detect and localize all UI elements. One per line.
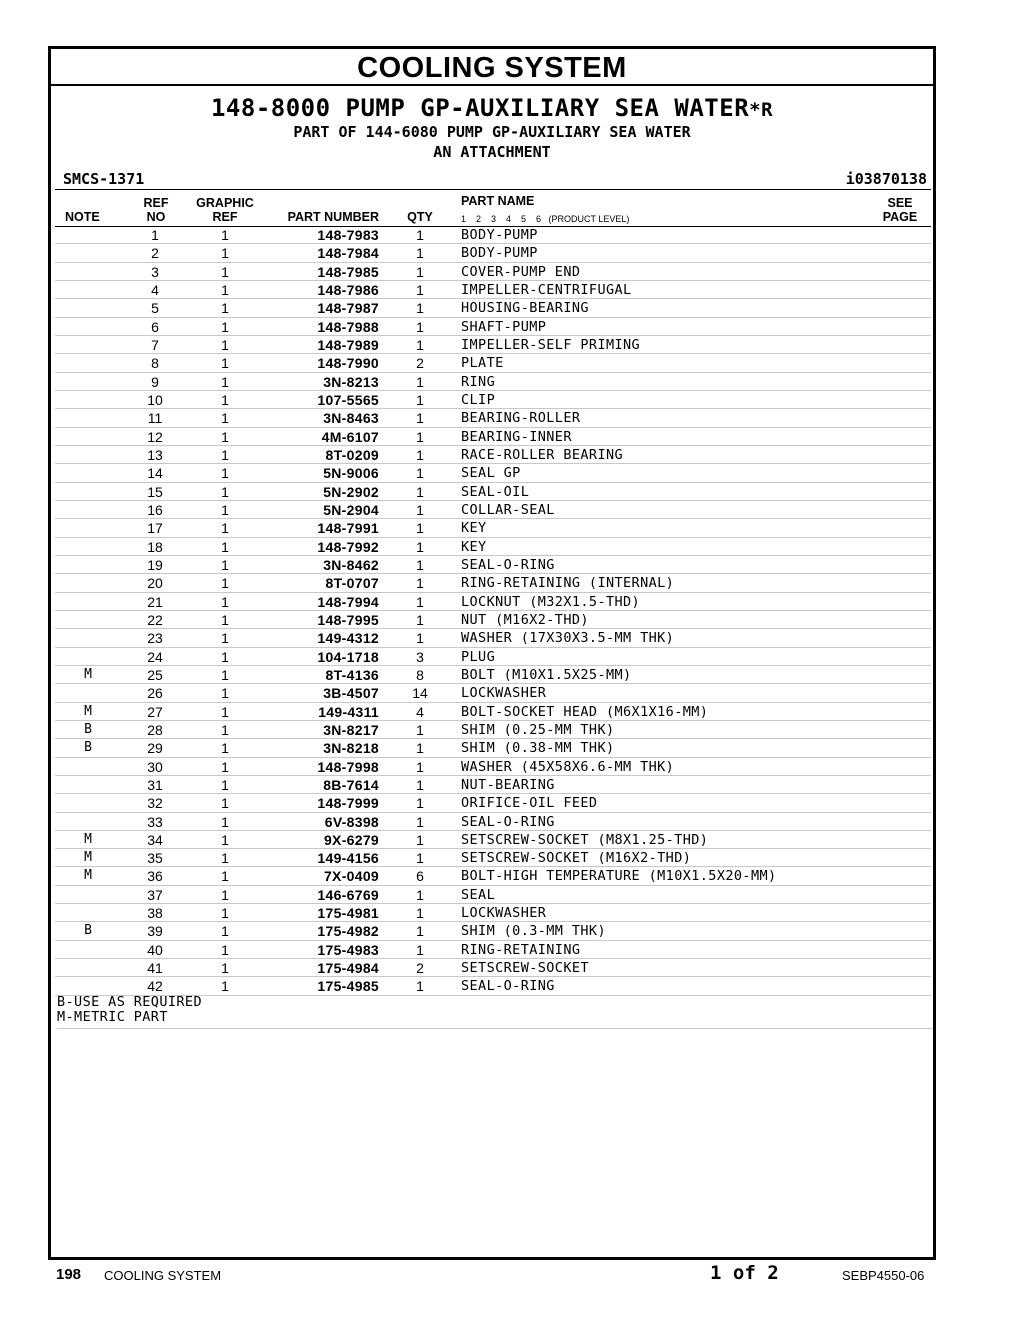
- row-part-number: 175-4984: [317, 960, 379, 977]
- row-ref-no: 40: [147, 941, 163, 958]
- row-graphic-ref: 1: [221, 923, 229, 940]
- row-qty: 1: [416, 758, 424, 775]
- row-graphic-ref: 1: [221, 758, 229, 775]
- table-row: [55, 446, 931, 464]
- row-part-number: 5N-2902: [323, 483, 379, 500]
- row-graphic-ref: 1: [221, 410, 229, 427]
- row-ref-no: 9: [151, 373, 159, 390]
- row-part-number: 149-4311: [318, 703, 379, 720]
- row-qty: 1: [416, 776, 424, 793]
- row-part-name: SHAFT-PUMP: [461, 318, 547, 335]
- header-qty: QTY: [407, 210, 433, 224]
- row-qty: 1: [416, 318, 424, 335]
- row-qty: 1: [416, 281, 424, 298]
- row-part-number: 5N-9006: [323, 465, 379, 482]
- row-qty: 1: [416, 978, 424, 995]
- row-part-number: 148-7983: [317, 227, 379, 243]
- table-row: [55, 648, 931, 666]
- row-ref-no: 32: [147, 795, 163, 812]
- row-part-name: BODY-PUMP: [461, 227, 538, 243]
- row-graphic-ref: 1: [221, 465, 229, 482]
- row-ref-no: 13: [147, 446, 163, 463]
- row-graphic-ref: 1: [221, 263, 229, 280]
- row-graphic-ref: 1: [221, 905, 229, 922]
- table-row: [55, 263, 931, 281]
- row-note: B: [84, 923, 92, 939]
- table-row: [55, 373, 931, 391]
- row-qty: 1: [416, 905, 424, 922]
- header-see-line2: PAGE: [882, 210, 918, 224]
- row-qty: 1: [416, 538, 424, 555]
- row-graphic-ref: 1: [221, 520, 229, 537]
- row-note: M: [84, 831, 92, 847]
- row-part-name: SEAL-OIL: [461, 483, 530, 500]
- row-part-name: PLATE: [461, 355, 504, 372]
- row-qty: 14: [412, 685, 428, 702]
- row-ref-no: 11: [147, 410, 163, 427]
- row-ref-no: 21: [147, 593, 163, 610]
- row-part-number: 148-7998: [317, 758, 379, 775]
- table-row: [55, 574, 931, 592]
- row-part-name: RING: [461, 373, 496, 390]
- row-qty: 1: [416, 391, 424, 408]
- row-ref-no: 24: [147, 648, 163, 665]
- row-part-name: SHIM (0.38-MM THK): [461, 740, 615, 757]
- row-qty: 1: [416, 611, 424, 628]
- row-graphic-ref: 1: [221, 776, 229, 793]
- table-row: [55, 922, 931, 940]
- row-graphic-ref: 1: [221, 721, 229, 738]
- row-ref-no: 2: [151, 245, 159, 262]
- table-row: [55, 593, 931, 611]
- row-part-name: SHIM (0.3-MM THK): [461, 923, 606, 940]
- row-part-name: CLIP: [461, 391, 496, 408]
- footer-page-of: 1 of 2: [710, 1262, 779, 1284]
- row-part-number: 148-7994: [317, 593, 379, 610]
- row-ref-no: 42: [147, 978, 163, 995]
- row-qty: 1: [416, 795, 424, 812]
- row-part-name: ORIFICE-OIL FEED: [461, 795, 598, 812]
- row-qty: 1: [416, 446, 424, 463]
- row-part-number: 148-7990: [317, 355, 379, 372]
- table-row: [55, 849, 931, 867]
- row-ref-no: 6: [151, 318, 159, 335]
- row-qty: 1: [416, 593, 424, 610]
- note-line: B-USE AS REQUIRED: [57, 994, 202, 1010]
- table-header: [55, 189, 931, 227]
- row-graphic-ref: 1: [221, 740, 229, 757]
- row-part-number: 5N-2904: [323, 501, 379, 518]
- row-ref-no: 18: [147, 538, 163, 555]
- row-ref-no: 41: [147, 960, 163, 977]
- row-part-number: 148-7992: [317, 538, 379, 555]
- row-qty: 3: [416, 648, 424, 665]
- row-part-name: BODY-PUMP: [461, 245, 538, 262]
- row-part-number: 148-7986: [317, 281, 379, 298]
- row-ref-no: 23: [147, 630, 163, 647]
- row-ref-no: 38: [147, 905, 163, 922]
- footer-doc-id: SEBP4550-06: [842, 1268, 925, 1283]
- row-note: B: [84, 740, 92, 756]
- header-ref-line1: REF: [143, 196, 169, 210]
- table-row: [55, 611, 931, 629]
- row-ref-no: 15: [147, 483, 163, 500]
- footer-section: COOLING SYSTEM: [104, 1268, 222, 1283]
- group-title-text: 148-8000 PUMP GP-AUXILIARY SEA WATER: [210, 94, 750, 122]
- table-row: [55, 831, 931, 849]
- row-part-name: SETSCREW-SOCKET (M8X1.25-THD): [461, 831, 709, 848]
- row-note: M: [84, 868, 92, 884]
- row-part-number: 148-7988: [317, 318, 379, 335]
- row-part-name: KEY: [461, 538, 487, 555]
- row-graphic-ref: 1: [221, 538, 229, 555]
- row-part-name: RACE-ROLLER BEARING: [461, 446, 624, 463]
- row-qty: 1: [416, 520, 424, 537]
- row-qty: 4: [416, 703, 424, 720]
- table-row: [55, 354, 931, 372]
- row-ref-no: 1: [151, 227, 159, 243]
- row-part-number: 148-7985: [317, 263, 379, 280]
- table-row: [55, 336, 931, 354]
- row-note: B: [84, 721, 92, 737]
- row-graphic-ref: 1: [221, 703, 229, 720]
- row-part-name: SEAL-O-RING: [461, 813, 555, 830]
- row-part-number: 149-4312: [317, 630, 379, 647]
- table-row: [55, 538, 931, 556]
- row-part-number: 104-1718: [317, 648, 379, 665]
- note-line: M-METRIC PART: [57, 1009, 168, 1025]
- row-graphic-ref: 1: [221, 868, 229, 885]
- row-part-name: BOLT-HIGH TEMPERATURE (M10X1.5X20-MM): [461, 868, 777, 885]
- table-row: [55, 226, 931, 244]
- row-qty: 1: [416, 373, 424, 390]
- row-part-name: BOLT-SOCKET HEAD (M6X1X16-MM): [461, 703, 709, 720]
- table-row: [55, 409, 931, 427]
- row-qty: 2: [416, 960, 424, 977]
- group-title-suffix: *R: [749, 99, 774, 121]
- row-part-number: 3N-8463: [323, 410, 379, 427]
- row-graphic-ref: 1: [221, 428, 229, 445]
- row-ref-no: 25: [147, 666, 163, 683]
- row-graphic-ref: 1: [221, 850, 229, 867]
- row-part-number: 148-7987: [317, 300, 379, 317]
- row-part-number: 8T-0707: [325, 575, 379, 592]
- footer-page-number: 198: [56, 1266, 82, 1283]
- row-qty: 6: [416, 868, 424, 885]
- row-graphic-ref: 1: [221, 281, 229, 298]
- row-graphic-ref: 1: [221, 227, 229, 243]
- row-qty: 1: [416, 428, 424, 445]
- row-part-name: WASHER (17X30X3.5-MM THK): [461, 630, 675, 647]
- row-graphic-ref: 1: [221, 648, 229, 665]
- row-ref-no: 14: [147, 465, 163, 482]
- row-qty: 1: [416, 300, 424, 317]
- row-ref-no: 3: [151, 263, 159, 280]
- table-row: [55, 464, 931, 482]
- row-part-name: IMPELLER-SELF PRIMING: [461, 336, 641, 353]
- row-note: M: [84, 703, 92, 719]
- row-part-number: 107-5565: [317, 391, 379, 408]
- row-ref-no: 30: [147, 758, 163, 775]
- row-part-name: NUT (M16X2-THD): [461, 611, 589, 628]
- row-ref-no: 33: [147, 813, 163, 830]
- header-graphic-line1: GRAPHIC: [196, 196, 254, 210]
- row-qty: 1: [416, 831, 424, 848]
- row-qty: 1: [416, 923, 424, 940]
- table-row: [55, 684, 931, 702]
- row-part-name: SEAL: [461, 886, 496, 903]
- table-row: [55, 519, 931, 537]
- table-row: [55, 318, 931, 336]
- row-graphic-ref: 1: [221, 446, 229, 463]
- row-part-name: SEAL-O-RING: [461, 978, 555, 995]
- row-part-name: SEAL GP: [461, 465, 521, 482]
- row-graphic-ref: 1: [221, 575, 229, 592]
- part-of-line: PART OF 144-6080 PUMP GP-AUXILIARY SEA WATER: [293, 123, 691, 141]
- row-qty: 1: [416, 483, 424, 500]
- row-qty: 1: [416, 630, 424, 647]
- table-row: [55, 941, 931, 959]
- notes-section: [57, 995, 933, 1029]
- row-ref-no: 20: [147, 575, 163, 592]
- row-note: M: [84, 666, 92, 682]
- row-qty: 1: [416, 850, 424, 867]
- row-ref-no: 5: [151, 300, 159, 317]
- row-part-name: BEARING-ROLLER: [461, 410, 581, 427]
- table-row: [55, 666, 931, 684]
- row-graphic-ref: 1: [221, 336, 229, 353]
- row-part-name: RING-RETAINING: [461, 941, 581, 958]
- row-part-name: WASHER (45X58X6.6-MM THK): [461, 758, 675, 775]
- row-qty: 1: [416, 740, 424, 757]
- table-row: [55, 886, 931, 904]
- row-ref-no: 4: [151, 281, 159, 298]
- row-qty: 1: [416, 227, 424, 243]
- table-row: [55, 501, 931, 519]
- header-part-number: PART NUMBER: [287, 210, 379, 224]
- row-graphic-ref: 1: [221, 941, 229, 958]
- row-part-name: BEARING-INNER: [461, 428, 572, 445]
- row-graphic-ref: 1: [221, 501, 229, 518]
- row-ref-no: 29: [147, 740, 163, 757]
- row-part-number: 175-4981: [317, 905, 379, 922]
- row-part-name: KEY: [461, 520, 487, 537]
- row-part-number: 148-7995: [317, 611, 379, 628]
- row-part-number: 148-7989: [317, 336, 379, 353]
- row-graphic-ref: 1: [221, 483, 229, 500]
- row-part-number: 175-4983: [317, 941, 379, 958]
- row-part-name: RING-RETAINING (INTERNAL): [461, 575, 675, 592]
- row-ref-no: 35: [147, 850, 163, 867]
- row-part-number: 7X-0409: [323, 868, 379, 885]
- table-row: [55, 904, 931, 922]
- row-part-name: COVER-PUMP END: [461, 263, 581, 280]
- row-part-name: COLLAR-SEAL: [461, 501, 555, 518]
- row-part-name: SETSCREW-SOCKET (M16X2-THD): [461, 850, 692, 867]
- row-ref-no: 39: [147, 923, 163, 940]
- row-part-number: 3B-4507: [323, 685, 379, 702]
- row-qty: 1: [416, 813, 424, 830]
- row-part-number: 146-6769: [317, 886, 379, 903]
- row-qty: 1: [416, 886, 424, 903]
- row-qty: 1: [416, 465, 424, 482]
- row-graphic-ref: 1: [221, 831, 229, 848]
- row-graphic-ref: 1: [221, 960, 229, 977]
- row-part-number: 3N-8462: [323, 556, 379, 573]
- table-row: [55, 959, 931, 977]
- row-note: M: [84, 850, 92, 866]
- group-title: [51, 93, 933, 125]
- row-graphic-ref: 1: [221, 391, 229, 408]
- row-ref-no: 17: [147, 520, 163, 537]
- row-part-name: PLUG: [461, 648, 496, 665]
- row-qty: 1: [416, 336, 424, 353]
- row-qty: 1: [416, 941, 424, 958]
- table-row: [55, 299, 931, 317]
- row-part-name: IMPELLER-CENTRIFUGAL: [461, 281, 632, 298]
- row-qty: 8: [416, 666, 424, 683]
- table-row: [55, 776, 931, 794]
- row-part-number: 148-7991: [317, 520, 379, 537]
- page-footer: [0, 1262, 1020, 1292]
- row-part-name: SETSCREW-SOCKET: [461, 960, 589, 977]
- row-graphic-ref: 1: [221, 318, 229, 335]
- table-row: [55, 758, 931, 776]
- table-row: [55, 794, 931, 812]
- row-qty: 1: [416, 575, 424, 592]
- row-graphic-ref: 1: [221, 630, 229, 647]
- row-graphic-ref: 1: [221, 611, 229, 628]
- table-row: [55, 483, 931, 501]
- row-graphic-ref: 1: [221, 666, 229, 683]
- row-graphic-ref: 1: [221, 245, 229, 262]
- row-part-name: NUT-BEARING: [461, 776, 555, 793]
- table-row: [55, 281, 931, 299]
- row-part-name: SEAL-O-RING: [461, 556, 555, 573]
- row-qty: 1: [416, 556, 424, 573]
- row-ref-no: 31: [147, 776, 163, 793]
- header-note: NOTE: [65, 210, 100, 224]
- parts-page-frame: [48, 46, 936, 1260]
- row-ref-no: 22: [147, 611, 163, 628]
- row-part-name: HOUSING-BEARING: [461, 300, 589, 317]
- section-title: COOLING SYSTEM: [51, 49, 933, 86]
- row-part-number: 148-7999: [317, 795, 379, 812]
- table-row: [55, 867, 931, 885]
- row-part-number: 148-7984: [317, 245, 379, 262]
- row-part-number: 3N-8217: [323, 721, 379, 738]
- row-qty: 2: [416, 355, 424, 372]
- row-ref-no: 37: [147, 886, 163, 903]
- row-part-number: 175-4985: [317, 978, 379, 995]
- row-ref-no: 36: [147, 868, 163, 885]
- row-part-number: 8B-7614: [323, 776, 379, 793]
- row-qty: 1: [416, 263, 424, 280]
- row-qty: 1: [416, 410, 424, 427]
- row-graphic-ref: 1: [221, 373, 229, 390]
- row-ref-no: 12: [147, 428, 163, 445]
- header-graphic-line2: REF: [212, 210, 238, 224]
- table-row: [55, 813, 931, 831]
- row-graphic-ref: 1: [221, 813, 229, 830]
- table-row: [55, 244, 931, 262]
- row-part-name: LOCKNUT (M32X1.5-THD): [461, 593, 641, 610]
- header-part-name: PART NAME: [461, 194, 535, 208]
- row-ref-no: 27: [147, 703, 163, 720]
- row-qty: 1: [416, 721, 424, 738]
- header-product-level: 1 2 3 4 5 6 (PRODUCT LEVEL): [461, 214, 630, 224]
- row-qty: 1: [416, 501, 424, 518]
- row-part-number: 175-4982: [317, 923, 379, 940]
- row-part-number: 4M-6107: [321, 428, 379, 445]
- row-qty: 1: [416, 245, 424, 262]
- row-ref-no: 26: [147, 685, 163, 702]
- row-graphic-ref: 1: [221, 300, 229, 317]
- row-part-number: 149-4156: [317, 850, 379, 867]
- row-graphic-ref: 1: [221, 355, 229, 372]
- table-row: [55, 629, 931, 647]
- smcs-code: SMCS-1371: [63, 170, 145, 188]
- row-graphic-ref: 1: [221, 556, 229, 573]
- row-graphic-ref: 1: [221, 795, 229, 812]
- row-ref-no: 7: [151, 336, 159, 353]
- table-row: [55, 703, 931, 721]
- table-row: [55, 721, 931, 739]
- row-part-name: BOLT (M10X1.5X25-MM): [461, 666, 632, 683]
- row-part-name: SHIM (0.25-MM THK): [461, 721, 615, 738]
- table-row: [55, 391, 931, 409]
- row-part-number: 9X-6279: [323, 831, 379, 848]
- header-ref-line2: NO: [146, 210, 166, 224]
- table-row: [55, 556, 931, 574]
- row-graphic-ref: 1: [221, 886, 229, 903]
- row-ref-no: 8: [151, 355, 159, 372]
- table-row: [55, 739, 931, 757]
- table-row: [55, 428, 931, 446]
- row-ref-no: 34: [147, 831, 163, 848]
- header-see-line1: SEE: [887, 196, 913, 210]
- row-part-number: 3N-8213: [323, 373, 379, 390]
- row-part-number: 6V-8398: [324, 813, 379, 830]
- usage-line: AN ATTACHMENT: [433, 143, 551, 161]
- row-ref-no: 10: [147, 391, 163, 408]
- row-part-number: 8T-4136: [325, 666, 379, 683]
- row-part-name: LOCKWASHER: [461, 905, 547, 922]
- illustration-id: i03870138: [845, 170, 927, 188]
- row-ref-no: 16: [147, 501, 163, 518]
- parts-table-body: [55, 226, 931, 996]
- row-part-name: LOCKWASHER: [461, 685, 547, 702]
- row-part-number: 8T-0209: [325, 446, 379, 463]
- row-graphic-ref: 1: [221, 685, 229, 702]
- row-graphic-ref: 1: [221, 593, 229, 610]
- row-ref-no: 28: [147, 721, 163, 738]
- row-ref-no: 19: [147, 556, 163, 573]
- row-graphic-ref: 1: [221, 978, 229, 995]
- row-part-number: 3N-8218: [323, 740, 379, 757]
